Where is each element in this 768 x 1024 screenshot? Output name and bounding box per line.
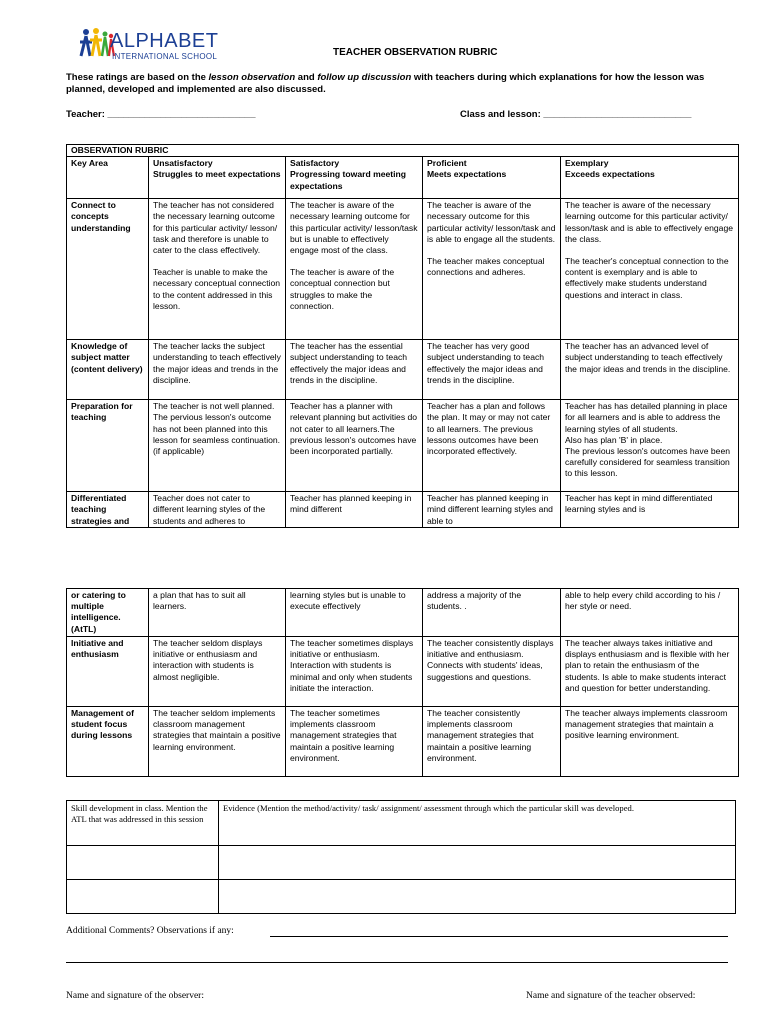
school-logo	[78, 26, 218, 66]
evidence-input-cell[interactable]	[219, 846, 736, 880]
header-unsatisfactory: Unsatisfactory Struggles to meet expectations	[149, 157, 286, 199]
observation-rubric-table	[66, 144, 739, 528]
table-row	[67, 637, 739, 707]
header-key-area: Key Area	[67, 157, 149, 199]
table-row	[67, 492, 739, 528]
logo-wordmark: ALPHABET	[110, 30, 219, 52]
observation-rubric-table-continued	[66, 588, 739, 777]
rubric-cell: The teacher has an advanced level of subject understanding to teach effectively the major ideas and trends in the discipline.	[561, 340, 739, 400]
rubric-cell: Teacher has a planner with relevant planning but activities do not cater to all learners.The previous lesson's outcomes have been incorporated partially.	[286, 400, 423, 492]
rubric-cell: The teacher is aware of the necessary learning outcome for this particular activity/ lesson/task and is able to effectively engage the class. The teacher's conceptual connection to the content is exemplary and is able to effectively make students understand questions and interact in class.	[561, 199, 739, 340]
rubric-cell: The teacher is not well planned. The pervious lesson's outcome has not been planned into this lesson for seamless continuation.(if applicable)	[149, 400, 286, 492]
rubric-cell: The teacher always implements classroom management strategies that maintain a positive learning environment.	[561, 707, 739, 777]
table-row	[67, 340, 739, 400]
rubric-cell: The teacher consistently displays initiative and enthusiasm. Connects with students' ideas, suggestions and questions.	[423, 637, 561, 707]
table-row	[67, 199, 739, 340]
table-row	[67, 846, 736, 880]
comments-line[interactable]	[270, 936, 728, 937]
page-title: TEACHER OBSERVATION RUBRIC	[333, 47, 498, 58]
class-lesson-field-label: Class and lesson: ____________________________	[460, 109, 692, 120]
rubric-cell: The teacher always takes initiative and displays enthusiasm and is flexible with her plan to retain the enthusiasm of the students. Is able to make students interact and question for better understanding.	[561, 637, 739, 707]
rubric-cell: The teacher has very good subject understanding to teach effectively the major ideas and trends in the discipline.	[423, 340, 561, 400]
key-area-cell: or catering to multiple intelligence. (AtTL)	[67, 589, 149, 637]
additional-comments-label: Additional Comments? Observations if any:	[66, 926, 234, 936]
header-exemplary: Exemplary Exceeds expectations	[561, 157, 739, 199]
rubric-cell: The teacher seldom implements classroom management strategies that maintain a positive learning environment.	[149, 707, 286, 777]
rubric-cell: Teacher has a plan and follows the plan. It may or may not cater to all learners. The previous lessons outcomes have been incorporated effectively.	[423, 400, 561, 492]
observer-signature-label: Name and signature of the observer:	[66, 991, 204, 1001]
evidence-input-cell[interactable]	[219, 880, 736, 914]
rubric-cell: The teacher has the essential subject understanding to teach effectively the major ideas and trends in the discipline.	[286, 340, 423, 400]
header-satisfactory: Satisfactory Progressing toward meeting expectations	[286, 157, 423, 199]
skill-input-cell[interactable]	[67, 880, 219, 914]
rubric-cell: Teacher has has detailed planning in place for all learners and is able to address the learning styles of all students. Also has plan 'B' in place. The previous lesson's outcomes have been carefully considered for seamless transition to this lesson.	[561, 400, 739, 492]
skill-header-row	[67, 801, 736, 846]
rubric-cell: The teacher sometimes displays initiative or enthusiasm. Interaction with students is minimal and only when students initiate the interaction.	[286, 637, 423, 707]
key-area-cell: Differentiated teaching strategies and	[67, 492, 149, 528]
key-area-cell: Connect to concepts understanding	[67, 199, 149, 340]
teacher-signature-label: Name and signature of the teacher observed:	[526, 991, 696, 1001]
comments-line-2[interactable]	[66, 962, 728, 963]
table-row	[67, 400, 739, 492]
key-area-cell: Knowledge of subject matter (content delivery)	[67, 340, 149, 400]
rubric-cell: able to help every child according to his / her style or need.	[561, 589, 739, 637]
skill-input-cell[interactable]	[67, 846, 219, 880]
rubric-cell: The teacher seldom displays initiative or enthusiasm and interaction with students is almost negligible.	[149, 637, 286, 707]
table-row	[67, 707, 739, 777]
rubric-cell: The teacher is aware of the necessary outcome for this particular activity/ lesson/task and is able to engage all the students. The teacher makes conceptual connections and adheres.	[423, 199, 561, 340]
table-row	[67, 880, 736, 914]
rubric-cell: The teacher lacks the subject understanding to teach effectively the major ideas and trends in the discipline.	[149, 340, 286, 400]
evidence-header: Evidence (Mention the method/activity/ task/ assignment/ assessment through which the particular skill was developed.	[219, 801, 736, 846]
skill-development-header: Skill development in class. Mention the ATL that was addressed in this session	[67, 801, 219, 846]
key-area-cell: Management of student focus during lessons	[67, 707, 149, 777]
rubric-header-row	[67, 157, 739, 199]
key-area-cell: Initiative and enthusiasm	[67, 637, 149, 707]
skill-development-table	[66, 800, 736, 914]
key-area-cell: Preparation for teaching	[67, 400, 149, 492]
rubric-cell: learning styles but is unable to execute effectively	[286, 589, 423, 637]
header-proficient: Proficient Meets expectations	[423, 157, 561, 199]
rubric-cell: Teacher has planned keeping in mind different	[286, 492, 423, 528]
rubric-caption: OBSERVATION RUBRIC	[67, 145, 739, 157]
rubric-cell: The teacher sometimes implements classroom management strategies that maintain a positive learning environment.	[286, 707, 423, 777]
rubric-cell: The teacher is aware of the necessary learning outcome for this particular activity/ lesson/task but is unable to effectively engage most of the class. The teacher is aware of the conceptual connection but struggles to make the connection.	[286, 199, 423, 340]
rubric-cell: Teacher does not cater to different learning styles of the students and adheres to	[149, 492, 286, 528]
rubric-cell: The teacher has not considered the necessary learning outcome for this particular activity/ lesson/ task and therefore is unable to cater to the class effectively. Teacher is unable to make the necessary conceptual connection to the content addressed in this lesson.	[149, 199, 286, 340]
rubric-cell: Teacher has kept in mind differentiated learning styles and is	[561, 492, 739, 528]
rubric-cell: The teacher consistently implements classroom management strategies that maintain a positive learning environment.	[423, 707, 561, 777]
table-row	[67, 589, 739, 637]
rubric-cell: address a majority of the students. .	[423, 589, 561, 637]
logo-subtitle: INTERNATIONAL SCHOOL	[112, 52, 218, 61]
intro-text: These ratings are based on the lesson observation and follow up discussion with teachers during which explanations for how the lesson was planned, developed and implemented are also discussed.	[66, 72, 705, 95]
rubric-cell: Teacher has planned keeping in mind different learning styles and able to	[423, 492, 561, 528]
teacher-field-label: Teacher: ____________________________	[66, 109, 256, 120]
rubric-cell: a plan that has to suit all learners.	[149, 589, 286, 637]
